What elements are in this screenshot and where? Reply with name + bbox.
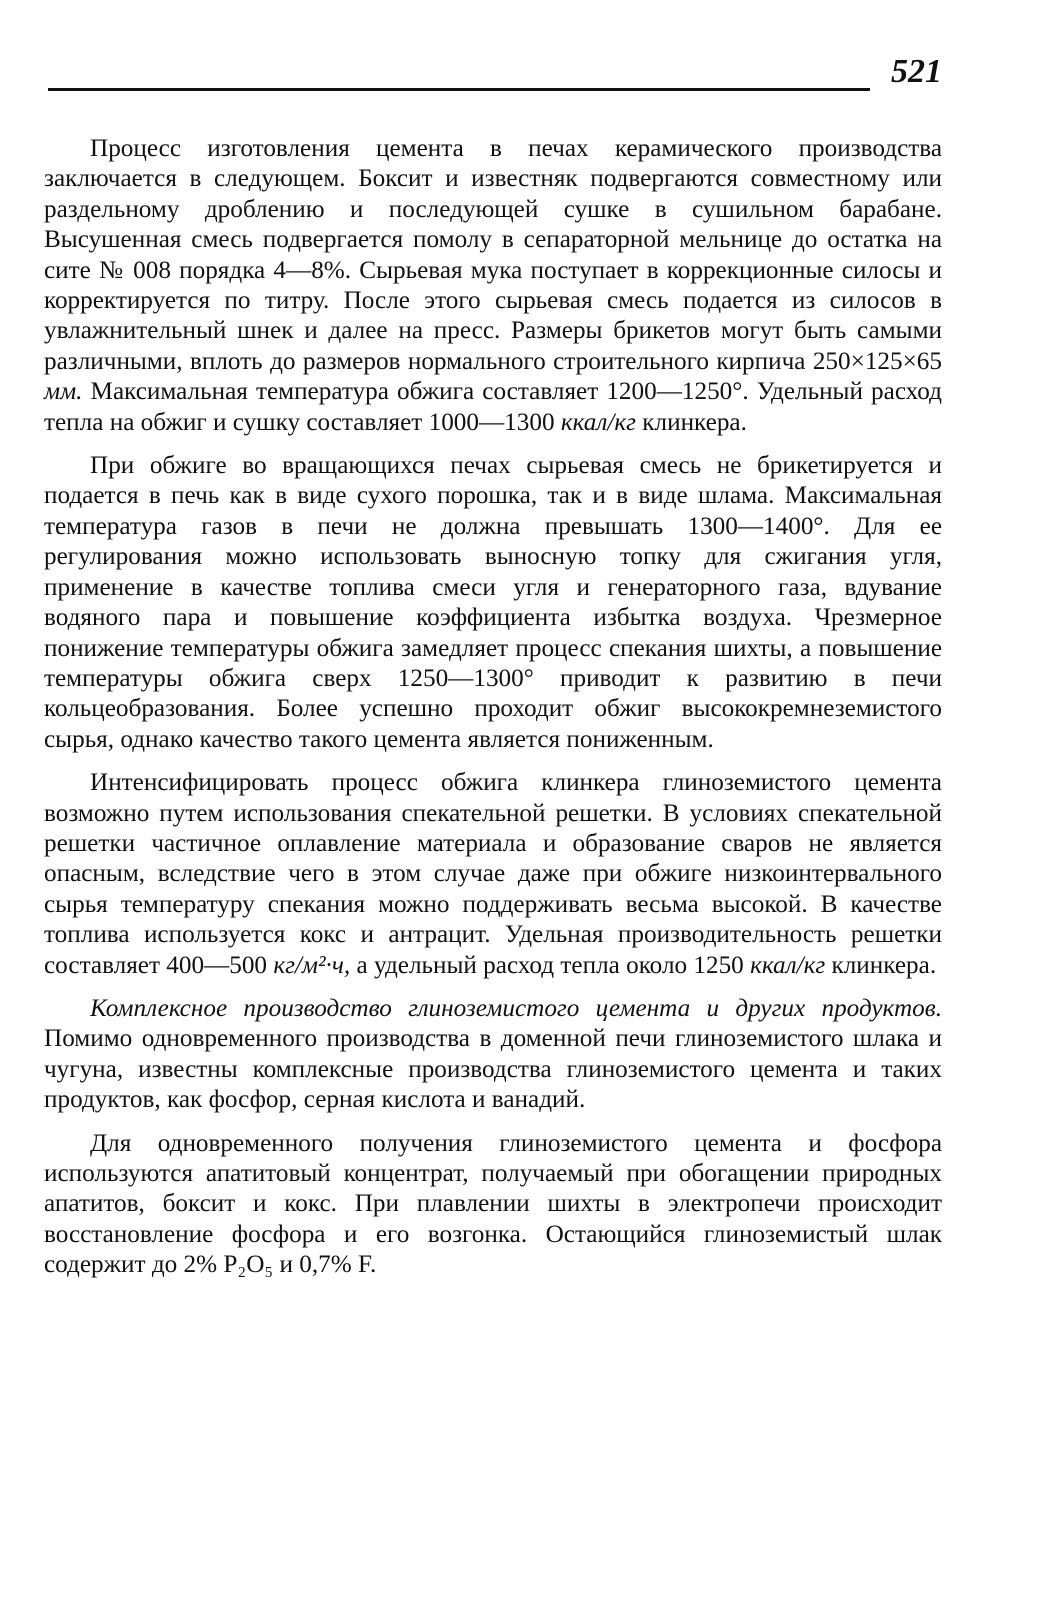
unit-kcal-kg: ккал/кг bbox=[560, 408, 636, 436]
paragraph-5: Для одновременного получения глиноземистого цемента и фосфора используются апатитовый концентрат, получаемый при обогащении природных апатитов, боксит и кокс. При плавлении шихты в электропечи происходит восстановление фосфора и его возгонка. Остающийся глиноземистый шлак содержит до 2% P₂O₅ и 0,7% F. bbox=[44, 1129, 942, 1279]
unit-mm: мм. bbox=[44, 378, 83, 406]
paragraph-3-text: Интенсифицировать процесс обжига клинкера глиноземистого цемента возможно путем использования спекательной решетки. В условиях спекательной решетки частичное оплавление материала и образование сваров не является опасным, вследствие чего в этом случае даже при обжиге низкоинтервального сырья температуру спекания можно поддерживать весьма высокой. В качестве топлива используется кокс и антрацит. Удельная производительность решетки составляет 400—500 bbox=[44, 769, 942, 979]
paragraph-3-text-c: клинкера. bbox=[825, 951, 937, 979]
unit-kg-m2-h: кг/м²·ч, bbox=[273, 951, 351, 979]
paragraph-1 bbox=[44, 134, 942, 438]
page-number: 521 bbox=[891, 53, 942, 90]
section-title: Комплексное производство глиноземистого цемента и других продуктов. bbox=[90, 994, 942, 1022]
paragraph-2: При обжиге во вращающихся печах сырьевая смесь не брикетируется и подается в печь как в виде сухого порошка, так и в виде шлама. Максимальная температура газов в печи не должна превышать 1300—1400°. Для ее регулирования можно использовать выносную топку для сжигания угля, применение в качестве топлива смеси угля и генераторного газа, вдувание водяного пара и повышение коэффициента избытка воздуха. Чрезмерное понижение температуры обжига замедляет процесс спекания шихты, а повышение температуры обжига сверх 1250—1300° приводит к развитию в печи кольцеобразования. Более успешно проходит обжиг высококремнеземистого сырья, однако качество такого цемента является пониженным. bbox=[44, 452, 942, 753]
unit-kcal-kg-2: ккал/кг bbox=[750, 951, 826, 979]
paragraph-4 bbox=[44, 994, 942, 1116]
paragraph-3 bbox=[44, 768, 942, 981]
paragraph-1-text-c: клинкера. bbox=[635, 408, 747, 436]
header-rule bbox=[48, 88, 870, 91]
paragraph-4-text: Помимо одновременного производства в доменной печи глиноземистого шлака и чугуна, известны комплексные производства глиноземистого цемента и таких продуктов, как фосфор, серная кислота и ванадий. bbox=[44, 1025, 942, 1114]
body-text bbox=[44, 134, 942, 1281]
paragraph-1-text: Процесс изготовления цемента в печах керамического производства заключается в следующем. Боксит и известняк подвергаются совместному или раздельному дроблению и последующей сушке в сушильном барабане. Высушенная смесь подвергается помолу в сепараторной мельнице до остатка на сите № 008 порядка 4—8%. Сырьевая мука поступает в коррекционные силосы и корректируется по титру. После этого сырьевая смесь подается из силосов в увлажнительный шнек и далее на пресс. Размеры брикетов могут быть самыми различными, вплоть до размеров нормального строительного кирпича 250×125×65 bbox=[44, 135, 942, 375]
page-header bbox=[48, 52, 948, 92]
paragraph-1-text-b: Максимальная температура обжига составляет 1200—1250°. Удельный расход тепла на обжиг и сушку составляет 1000—1300 bbox=[44, 378, 942, 436]
paragraph-3-text-b: а удельный расход тепла около 1250 bbox=[350, 951, 751, 979]
